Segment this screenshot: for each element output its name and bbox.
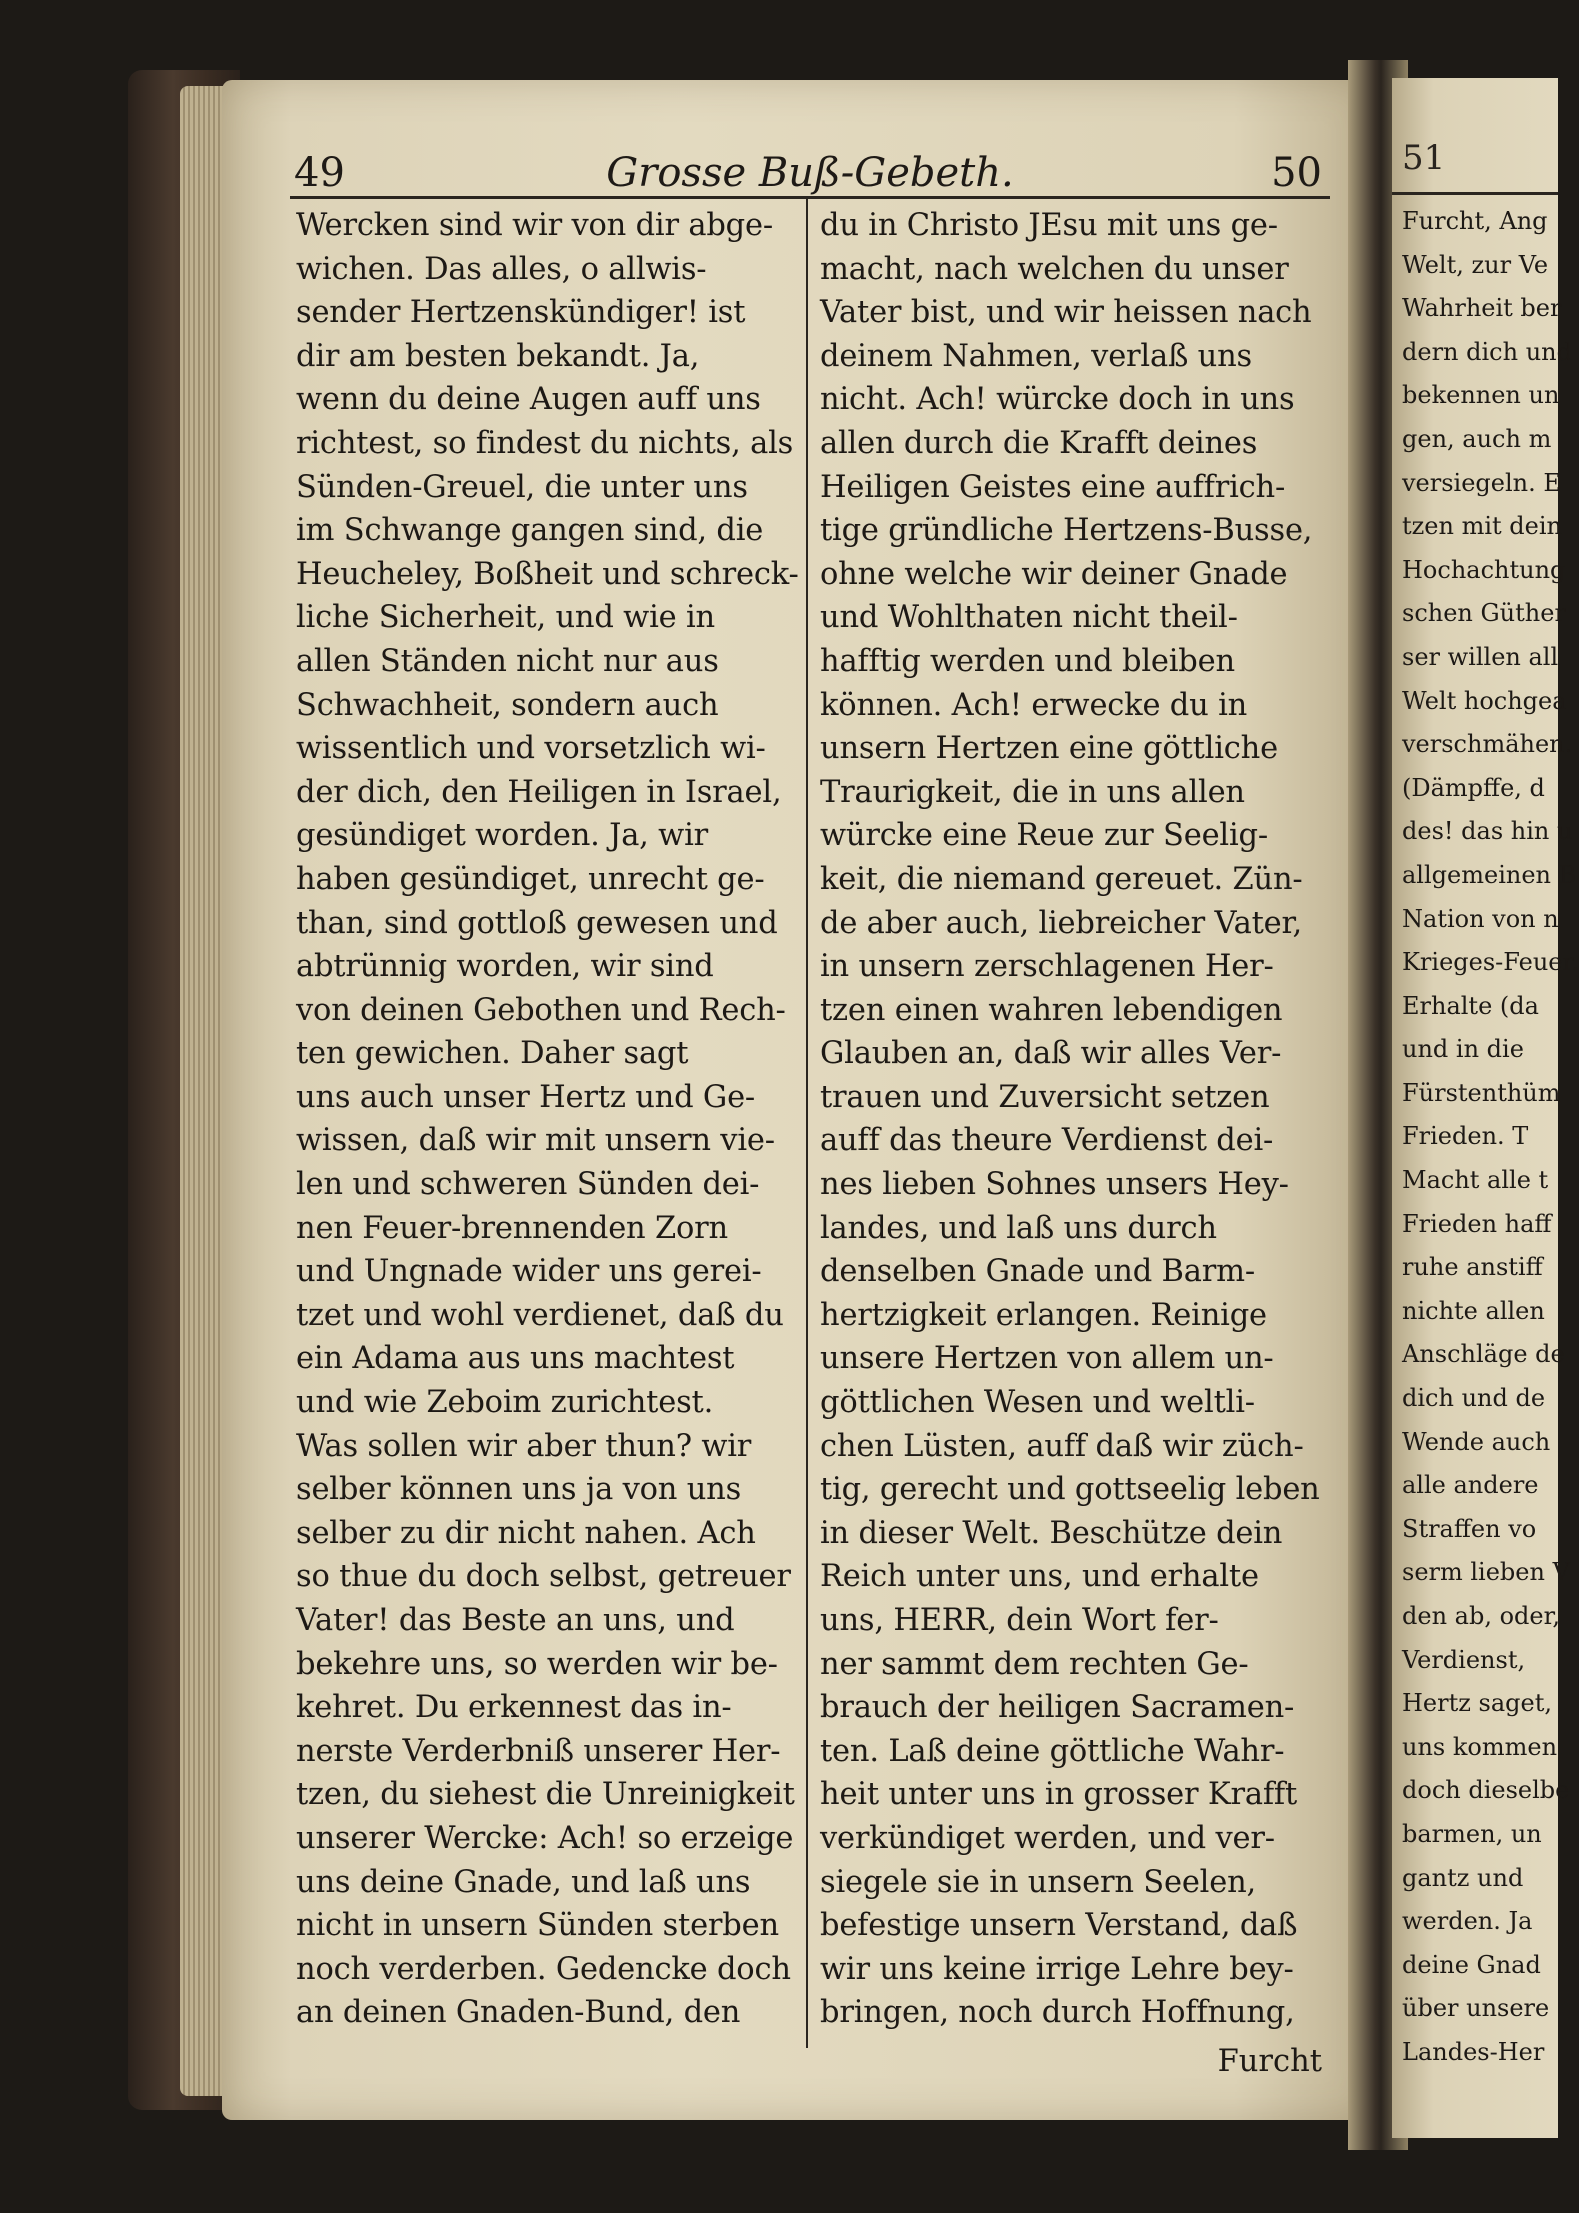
next-page-text-line: Hertz saget, xyxy=(1402,1689,1552,1718)
text-line: Vater! das Beste an uns, und xyxy=(296,1603,735,1638)
text-line: richtest, so findest du nichts, als xyxy=(296,425,794,461)
next-page-text-line: Erhalte (da xyxy=(1402,991,1539,1020)
text-line: göttlichen Wesen und weltli- xyxy=(820,1385,1255,1421)
text-line: und wie Zeboim zurichtest. xyxy=(296,1385,714,1421)
next-page-text-line: Landes-Her xyxy=(1402,2037,1545,2066)
next-page-text-line: und in die xyxy=(1402,1035,1524,1064)
text-line: Wercken sind wir von dir abge- xyxy=(296,208,773,243)
text-line: keit, die niemand gereuet. Zün- xyxy=(820,861,1303,897)
next-page-text-line: gen, auch m xyxy=(1402,424,1552,453)
next-page-text-line: Frieden. T xyxy=(1402,1122,1529,1151)
text-line: de aber auch, liebreicher Vater, xyxy=(820,905,1303,941)
text-line: uns auch unser Hertz und Ge- xyxy=(296,1079,756,1115)
next-page-text-line: Welt hochgea xyxy=(1402,686,1567,715)
next-page-text-line: alle andere xyxy=(1402,1471,1539,1500)
text-line: an deinen Gnaden-Bund, den xyxy=(296,1995,741,2031)
next-page-text-line: Krieges-Feuer. xyxy=(1402,948,1579,977)
text-line: sender Hertzenskündiger! ist xyxy=(296,295,746,331)
next-page-text-line: Nation von n xyxy=(1402,904,1559,933)
next-page-text-line: ruhe anstiff xyxy=(1402,1253,1543,1282)
text-line: Heiligen Geistes eine auffrich- xyxy=(820,469,1286,505)
text-line: chen Lüsten, auff daß wir züch- xyxy=(820,1428,1304,1464)
text-line: haben gesündiget, unrecht ge- xyxy=(296,861,765,897)
next-page-text-line: Furcht, Ang xyxy=(1402,207,1548,235)
next-page-text-line: des! das hin u xyxy=(1402,817,1573,846)
text-line: gesündiget worden. Ja, wir xyxy=(296,818,709,854)
text-line: wenn du deine Augen auff uns xyxy=(296,382,761,418)
text-line: tzen, du siehest die Unreinigkeit xyxy=(296,1777,795,1813)
text-line: Heucheley, Boßheit und schreck- xyxy=(296,556,799,592)
next-page-text-line: schen Güther xyxy=(1402,599,1566,628)
text-line: nicht in unsern Sünden sterben xyxy=(296,1908,779,1944)
next-page-text-line: den ab, oder, xyxy=(1402,1602,1561,1630)
text-line: brauch der heiligen Sacramen- xyxy=(820,1690,1295,1726)
text-line: hertzigkeit erlangen. Reinige xyxy=(820,1297,1267,1333)
text-line: du in Christo JEsu mit uns ge- xyxy=(820,208,1278,243)
next-page-text-line: dich und de xyxy=(1402,1384,1546,1413)
text-line: auff das theure Verdienst dei- xyxy=(820,1123,1274,1159)
text-line: verkündiget werden, und ver- xyxy=(820,1820,1275,1856)
next-page-text-line: Wende auch xyxy=(1402,1427,1551,1456)
right-page-number: 50 xyxy=(1271,150,1322,196)
text-line: dir am besten bekandt. Ja, xyxy=(296,338,700,374)
text-line: siegele sie in unsern Seelen, xyxy=(820,1864,1257,1900)
text-line: landes, und laß uns durch xyxy=(820,1210,1217,1246)
text-line: hafftig werden und bleiben xyxy=(820,643,1235,679)
text-line: uns, HERR, dein Wort fer- xyxy=(820,1603,1219,1638)
text-line: so thue du doch selbst, getreuer xyxy=(296,1559,791,1595)
next-page-text-line: Hochachtung xyxy=(1402,555,1566,584)
running-title: Grosse Buß-Gebeth. xyxy=(606,150,1014,196)
text-line: tig, gerecht und gottseelig leben xyxy=(820,1472,1320,1508)
text-line: bekehre uns, so werden wir be- xyxy=(296,1646,778,1682)
text-line: allen durch die Krafft deines xyxy=(820,425,1258,461)
text-line: abtrünnig worden, wir sind xyxy=(296,949,714,985)
next-page-text-line: nichte allen xyxy=(1402,1296,1545,1325)
next-page-text-line: (Dämpffe, d xyxy=(1402,773,1545,802)
text-line: Sünden-Greuel, die unter uns xyxy=(296,469,748,505)
text-line: Vater bist, und wir heissen nach xyxy=(820,295,1312,331)
text-line: ohne welche wir deiner Gnade xyxy=(820,556,1288,592)
text-line: und Ungnade wider uns gerei- xyxy=(296,1254,762,1290)
text-line: tige gründliche Hertzens-Busse, xyxy=(820,513,1313,549)
text-line: ten gewichen. Daher sagt xyxy=(296,1036,689,1072)
text-line: Glauben an, daß wir alles Ver- xyxy=(820,1036,1282,1072)
text-line: würcke eine Reue zur Seelig- xyxy=(820,818,1268,854)
next-page-text-line: über unsere xyxy=(1402,1994,1550,2023)
text-line: macht, nach welchen du unser xyxy=(820,251,1289,287)
text-line: Was sollen wir aber thun? wir xyxy=(296,1428,752,1464)
next-page-text-line: Straffen vo xyxy=(1402,1514,1537,1543)
left-text-column xyxy=(296,204,806,2035)
text-line: wichen. Das alles, o allwis- xyxy=(296,251,707,287)
text-line: Traurigkeit, die in uns allen xyxy=(820,774,1245,810)
column-divider xyxy=(806,198,808,2048)
text-line: tzen einen wahren lebendigen xyxy=(820,992,1283,1028)
text-line: ein Adama aus uns machtest xyxy=(296,1341,735,1377)
right-text-column xyxy=(820,204,1330,2035)
next-page-header-rule xyxy=(1392,192,1558,195)
text-line: liche Sicherheit, und wie in xyxy=(296,600,715,636)
next-page-text-line: Wahrheit ber xyxy=(1402,294,1562,323)
text-line: heit unter uns in grosser Krafft xyxy=(820,1777,1298,1813)
text-line: tzet und wohl verdienet, daß du xyxy=(296,1297,784,1333)
text-line: wissen, daß wir mit unsern vie- xyxy=(296,1123,775,1159)
next-page-text-line: Anschläge de xyxy=(1402,1340,1565,1369)
next-page-text-line: bekennen un xyxy=(1402,381,1560,410)
text-line: in unsern zerschlagenen Her- xyxy=(820,949,1274,985)
text-line: unsern Hertzen eine göttliche xyxy=(820,731,1278,767)
header-rule xyxy=(290,196,1330,199)
next-page-text-line: barmen, un xyxy=(1402,1819,1542,1848)
next-page-fragment xyxy=(1392,78,1579,2138)
text-line: Reich unter uns, und erhalte xyxy=(820,1559,1259,1595)
next-page-text-line: ser willen all xyxy=(1402,642,1559,671)
next-page-text-line: uns kommen xyxy=(1402,1732,1558,1761)
next-page-text-line: Frieden haff xyxy=(1402,1209,1552,1238)
next-page-text-line: versiegeln. E xyxy=(1402,468,1561,497)
next-page-text-line: doch dieselbe xyxy=(1402,1776,1570,1805)
text-line: denselben Gnade und Barm- xyxy=(820,1254,1255,1290)
text-line: von deinen Gebothen und Rech- xyxy=(296,992,786,1028)
text-line: der dich, den Heiligen in Israel, xyxy=(296,774,782,810)
text-line: ner sammt dem rechten Ge- xyxy=(820,1646,1249,1682)
text-line: unsere Hertzen von allem un- xyxy=(820,1341,1274,1377)
text-line: wissentlich und vorsetzlich wi- xyxy=(296,731,766,767)
next-page-text-line: deine Gnad xyxy=(1402,1950,1541,1979)
text-line: allen Ständen nicht nur aus xyxy=(296,643,719,679)
next-page-text-line: Welt, zur Ve xyxy=(1402,250,1549,279)
text-line: im Schwange gangen sind, die xyxy=(296,513,764,549)
text-line: uns deine Gnade, und laß uns xyxy=(296,1864,751,1900)
text-line: wir uns keine irrige Lehre bey- xyxy=(820,1951,1294,1987)
text-line: ten. Laß deine göttliche Wahr- xyxy=(820,1733,1285,1769)
next-page-text-line: werden. Ja xyxy=(1402,1907,1533,1936)
catchword: Furcht xyxy=(1217,2044,1322,2079)
left-page-number: 49 xyxy=(294,150,345,196)
text-line: selber können uns ja von uns xyxy=(296,1472,742,1508)
next-page-number: 51 xyxy=(1402,138,1446,178)
next-page-text-line: Fürstenthüm xyxy=(1402,1078,1561,1107)
page-header xyxy=(290,150,1330,200)
text-line: nes lieben Sohnes unsers Hey- xyxy=(820,1167,1289,1203)
text-line: können. Ach! erwecke du in xyxy=(820,687,1248,723)
next-page-text-line: Verdienst, xyxy=(1402,1645,1526,1674)
next-page-text-line: gantz und xyxy=(1402,1863,1524,1892)
text-line: than, sind gottloß gewesen und xyxy=(296,905,778,941)
text-line: Schwachheit, sondern auch xyxy=(296,687,719,723)
text-line: noch verderben. Gedencke doch xyxy=(296,1951,791,1987)
next-page-text-line: tzen mit dein xyxy=(1402,512,1562,541)
text-line: trauen und Zuversicht setzen xyxy=(820,1079,1270,1115)
next-page-text-column xyxy=(1402,200,1579,2075)
text-line: befestige unsern Verstand, daß xyxy=(820,1908,1298,1944)
text-line: len und schweren Sünden dei- xyxy=(296,1167,760,1203)
next-page-text-line: serm lieben V xyxy=(1402,1558,1570,1587)
next-page-text-line: Macht alle t xyxy=(1402,1166,1549,1195)
text-line: nen Feuer-brennenden Zorn xyxy=(296,1210,728,1246)
text-line: kehret. Du erkennest das in- xyxy=(296,1690,732,1726)
text-line: in dieser Welt. Beschütze dein xyxy=(820,1515,1283,1551)
text-line: nicht. Ach! würcke doch in uns xyxy=(820,382,1295,418)
text-line: unserer Wercke: Ach! so erzeige xyxy=(296,1820,794,1856)
text-line: und Wohlthaten nicht theil- xyxy=(820,600,1238,636)
text-line: selber zu dir nicht nahen. Ach xyxy=(296,1515,756,1551)
next-page-text-line: allgemeinen B xyxy=(1402,860,1577,889)
next-page-text-line: verschmähen. xyxy=(1402,730,1573,759)
text-line: nerste Verderbniß unserer Her- xyxy=(296,1733,781,1769)
text-line: deinem Nahmen, verlaß uns xyxy=(820,338,1252,374)
text-line: bringen, noch durch Hoffnung, xyxy=(820,1995,1295,2031)
next-page-text-line: dern dich und xyxy=(1402,337,1572,366)
